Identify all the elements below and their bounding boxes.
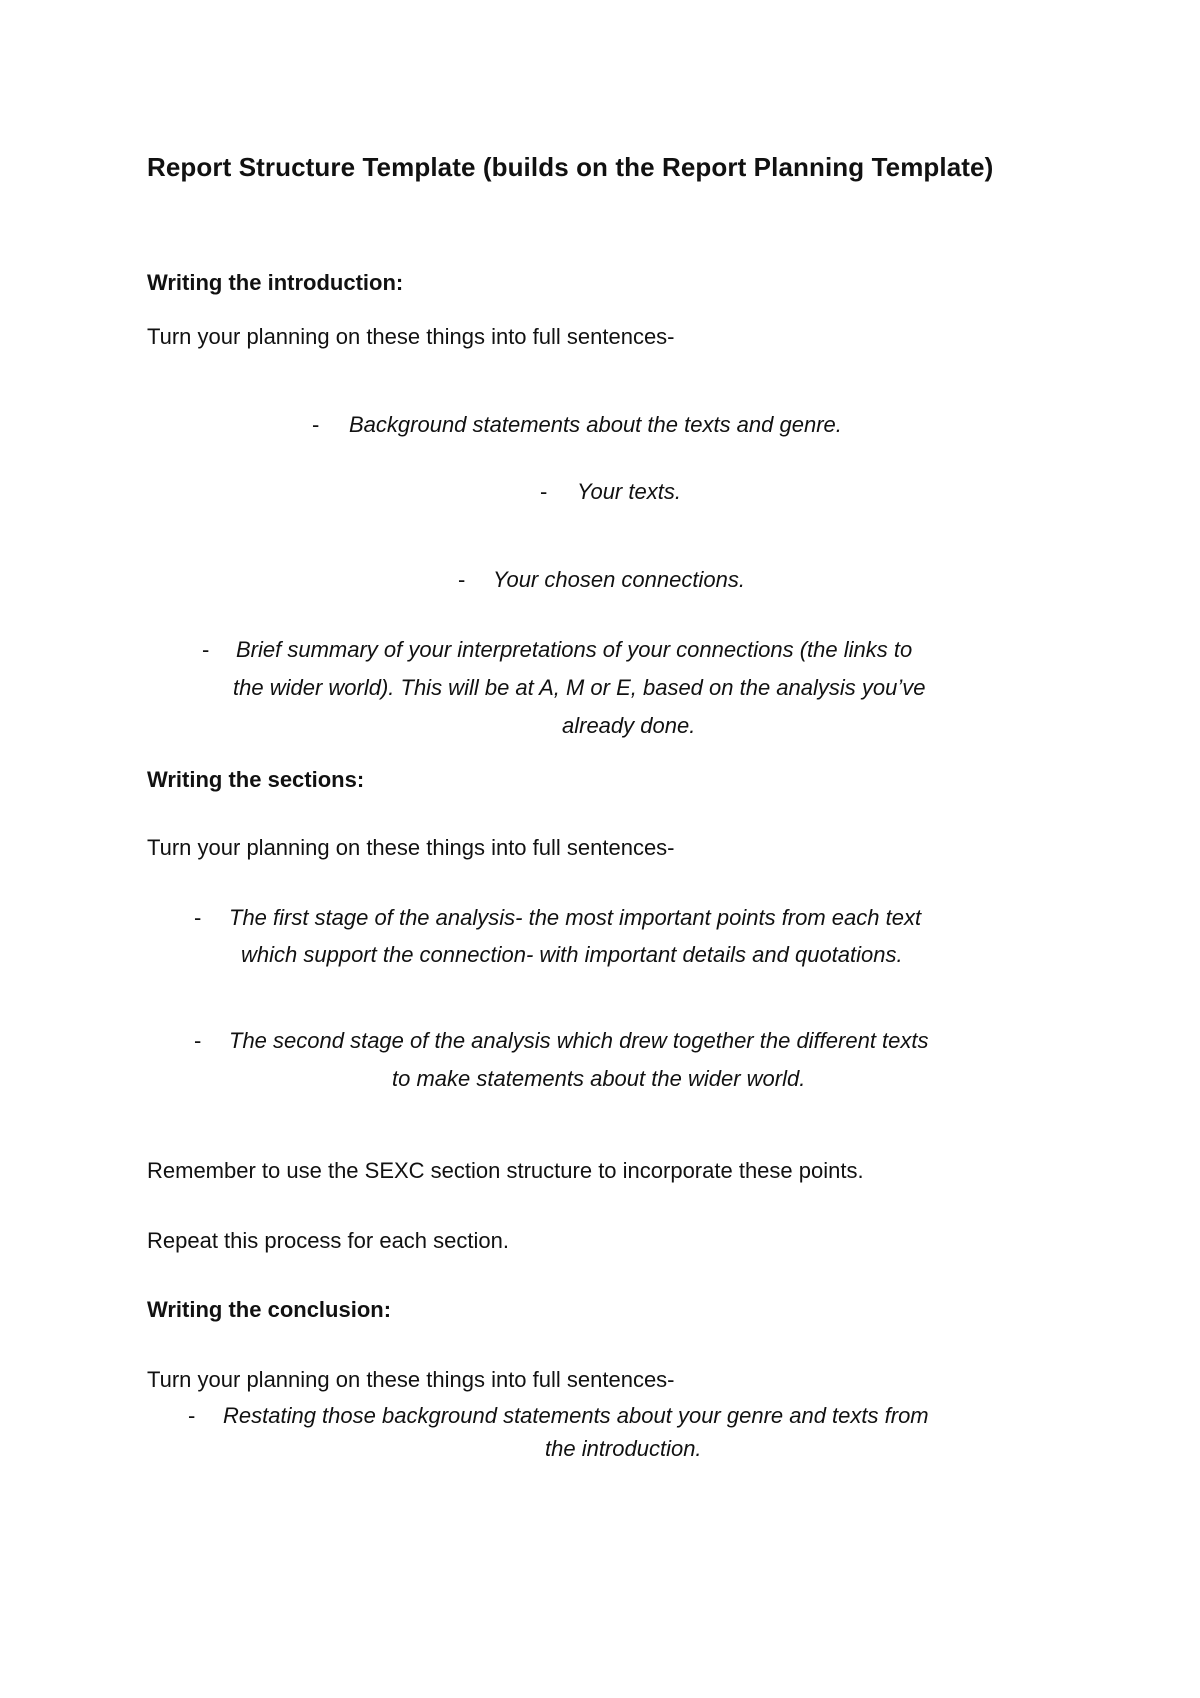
sections-bullet-2-line-2: to make statements about the wider world. — [392, 1066, 806, 1091]
intro-bullet-4-line-3: already done. — [562, 713, 696, 738]
intro-bullet-4-line-1: Brief summary of your interpretations of your connections (the links to — [236, 637, 913, 662]
conclusion-bullet-1-dash: - — [188, 1403, 196, 1428]
intro-bullet-3-line-1: Your chosen connections. — [493, 567, 745, 592]
conclusion-lead: Turn your planning on these things into full sentences- — [147, 1367, 675, 1392]
sections-repeat: Repeat this process for each section. — [147, 1228, 509, 1253]
conclusion-heading: Writing the conclusion: — [147, 1297, 392, 1322]
sections-bullet-1-line-1: The first stage of the analysis- the most important points from each text — [229, 905, 922, 930]
sections-bullet-2-dash: - — [194, 1028, 202, 1053]
intro-bullet-2-line-1: Your texts. — [577, 479, 681, 504]
sections-bullet-1-line-2: which support the connection- with important details and quotations. — [241, 942, 903, 967]
conclusion-bullet-1-line-1: Restating those background statements about your genre and texts from — [223, 1403, 929, 1428]
intro-lead: Turn your planning on these things into full sentences- — [147, 324, 675, 349]
sections-bullet-1-dash: - — [194, 905, 202, 930]
intro-bullet-1-dash: - — [312, 412, 320, 437]
intro-bullet-2-dash: - — [540, 479, 548, 504]
sections-reminder: Remember to use the SEXC section structure to incorporate these points. — [147, 1158, 864, 1183]
intro-bullet-3-dash: - — [458, 567, 466, 592]
sections-bullet-2-line-1: The second stage of the analysis which drew together the different texts — [229, 1028, 929, 1053]
intro-heading: Writing the introduction: — [147, 270, 404, 295]
intro-bullet-1-line-1: Background statements about the texts and genre. — [349, 412, 842, 437]
conclusion-bullet-1-line-2: the introduction. — [545, 1436, 702, 1461]
sections-heading: Writing the sections: — [147, 767, 365, 792]
page-title: Report Structure Template (builds on the Report Planning Template) — [147, 152, 994, 182]
sections-lead: Turn your planning on these things into full sentences- — [147, 835, 675, 860]
intro-bullet-4-dash: - — [202, 637, 210, 662]
intro-bullet-4-line-2: the wider world). This will be at A, M or E, based on the analysis you’ve — [233, 675, 926, 700]
